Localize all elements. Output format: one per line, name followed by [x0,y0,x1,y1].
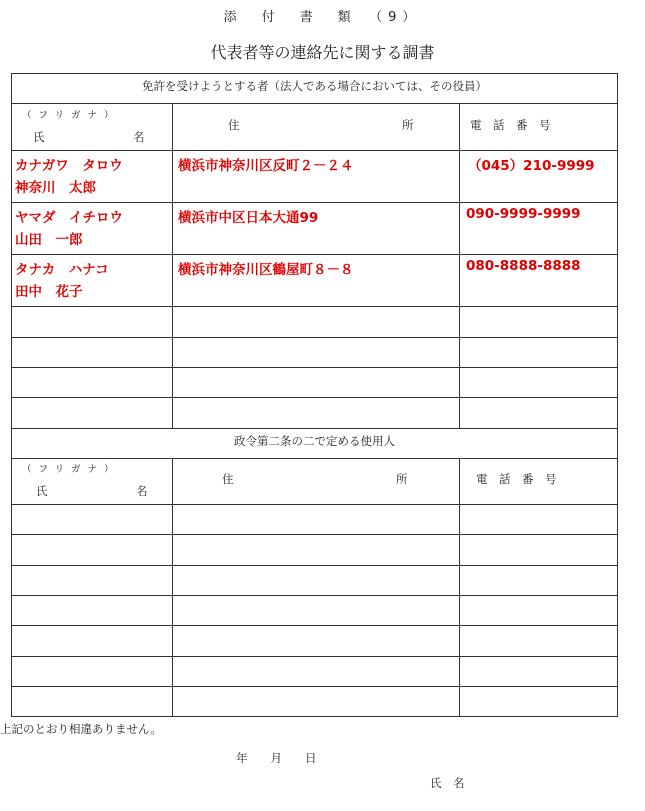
kana-cell: ヤマダ イチロウ [15,210,123,226]
name-header-1: 氏 [33,130,45,144]
phone-header: 電 話 番 号 [476,472,557,486]
address-cell: 横浜市神奈川区鶴屋町８－８ [178,262,354,278]
name-cell: 山田 一郎 [15,232,83,248]
kana-cell: タナカ ハナコ [15,262,109,278]
divider [11,504,618,505]
column-divider [172,103,173,428]
divider [11,367,618,368]
column-divider [172,458,173,717]
address-header-1: 住 [222,472,234,486]
address-header-2: 所 [402,118,414,132]
document-title: 代表者等の連絡先に関する調書 [210,43,435,62]
kana-cell: カナガワ タロウ [15,158,123,174]
furigana-header: （フリガナ） [22,464,121,475]
name-cell: 神奈川 太郎 [15,180,96,196]
phone-header: 電 話 番 号 [470,118,551,132]
divider [11,534,618,535]
address-header-1: 住 [228,118,240,132]
column-divider [459,458,460,717]
divider [11,686,618,687]
divider [11,337,618,338]
attachment-title: 添 付 書 類 （9） [223,10,422,25]
name-header-2: 名 [133,130,145,144]
name-cell: 田中 花子 [15,284,83,300]
phone-cell: 080-8888-8888 [466,258,581,274]
divider [11,397,618,398]
divider [11,458,618,459]
divider [11,306,618,307]
section1-title: 免許を受けようとする者（法人である場合においては、その役員） [142,79,487,93]
divider [11,595,618,596]
phone-cell: 090-9999-9999 [466,206,581,222]
name-header-2: 名 [136,484,148,498]
section2-title: 政令第二条の二で定める使用人 [234,434,395,448]
address-cell: 横浜市中区日本大通99 [178,210,319,226]
date-line: 年 月 日 [236,751,317,765]
furigana-header: （フリガナ） [22,110,121,121]
divider [11,103,618,104]
divider [11,150,618,151]
signature-label: 氏 名 [430,776,465,790]
statement-text: 上記のとおり相違ありません。 [0,722,162,736]
name-header-1: 氏 [36,484,48,498]
divider [11,656,618,657]
divider [11,565,618,566]
phone-cell: （045）210-9999 [468,158,595,174]
divider [11,428,618,429]
divider [11,202,618,203]
column-divider [459,103,460,428]
address-header-2: 所 [396,472,408,486]
divider [11,625,618,626]
address-cell: 横浜市神奈川区反町２－２４ [178,158,354,174]
divider [11,254,618,255]
